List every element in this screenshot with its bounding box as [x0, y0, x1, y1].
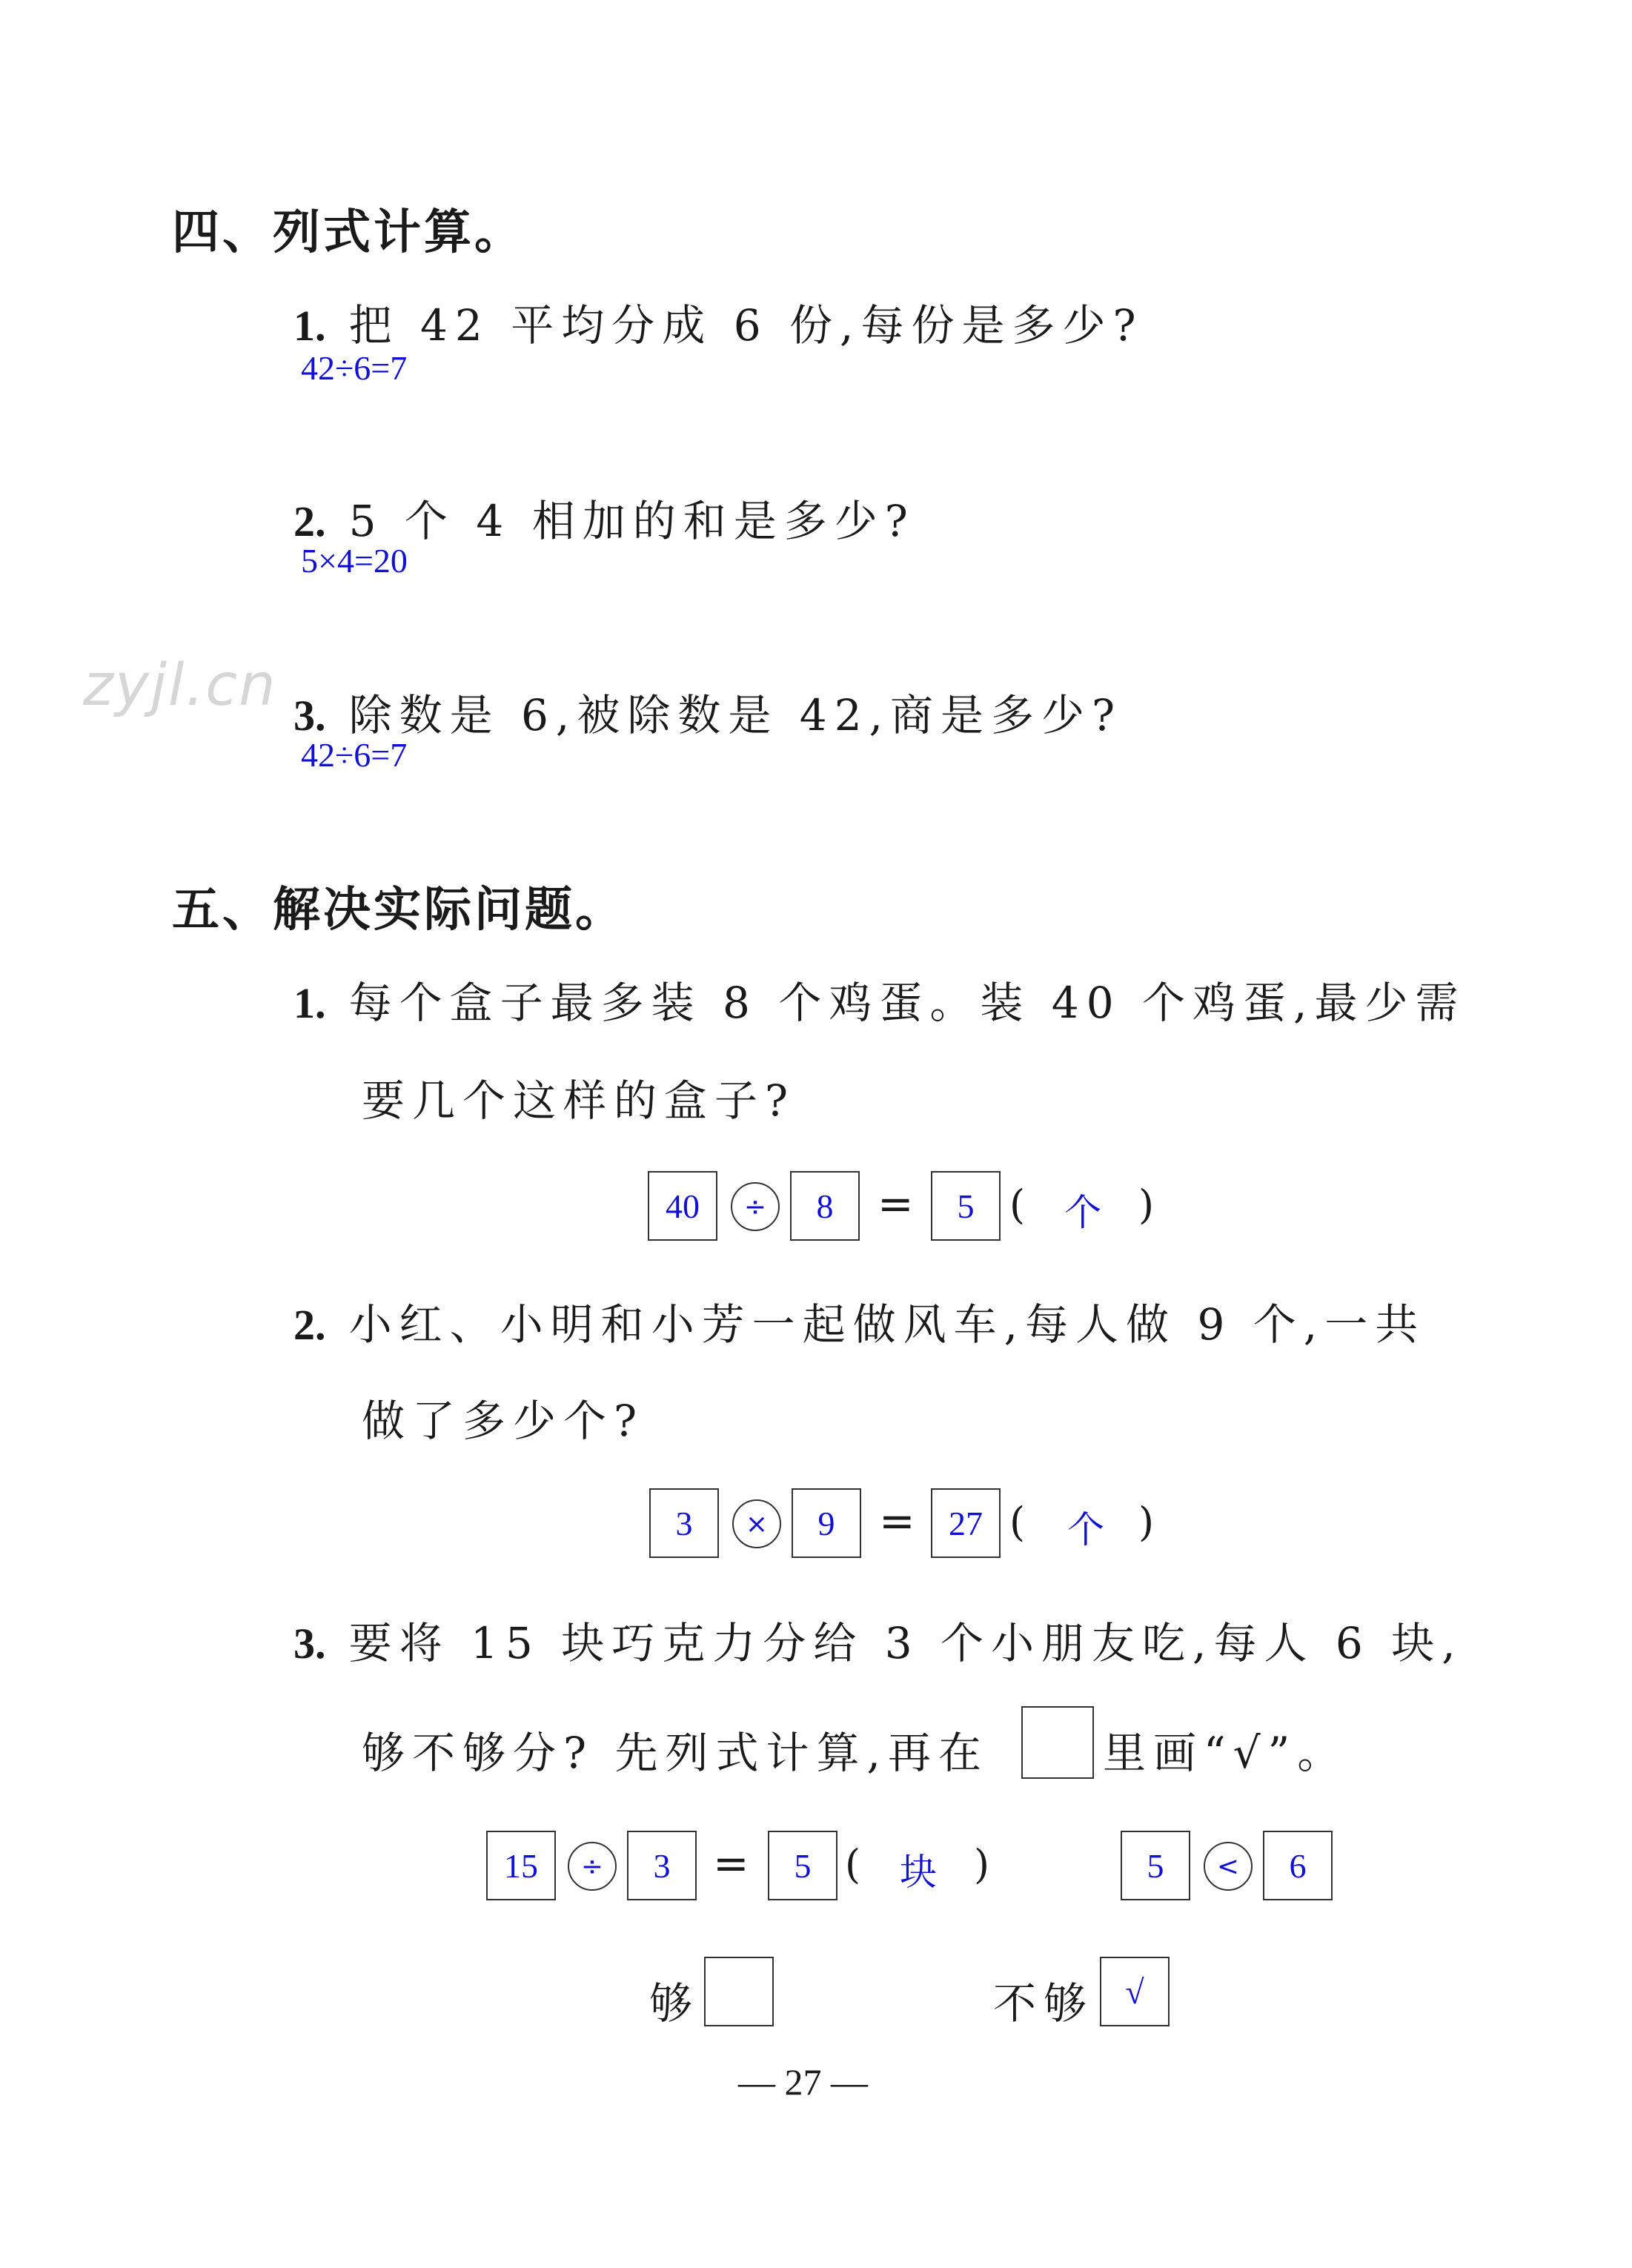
question-number: 2. — [293, 497, 326, 546]
answer-box[interactable]: 40 — [648, 1171, 717, 1241]
question-text: 要将 15 块巧克力分给 3 个小朋友吃,每人 6 块, — [348, 1618, 1463, 1668]
question-number: 2. — [293, 1301, 326, 1349]
open-paren: ( — [1009, 1181, 1026, 1228]
problem-5-2-line1 — [293, 1290, 1425, 1352]
answer-4-1: 42÷6=7 — [301, 349, 408, 387]
answer-box[interactable]: 5 — [1121, 1831, 1190, 1900]
equals-sign: = — [713, 1838, 749, 1889]
question-number: 1. — [293, 302, 326, 350]
operator-circle[interactable]: ÷ — [731, 1182, 780, 1231]
unit-answer: 个 — [1067, 1508, 1104, 1551]
problem-5-2-line2: 做了多少个? — [362, 1396, 645, 1446]
section-title-4: 四、列式计算。 — [172, 205, 525, 260]
answer-box[interactable]: 5 — [768, 1831, 837, 1900]
open-paren: ( — [1009, 1499, 1026, 1545]
question-text: 除数是 6,被除数是 42,商是多少? — [348, 690, 1123, 740]
problem-5-3-line2a: 够不够分? 先列式计算,再在 — [362, 1728, 989, 1778]
compare-circle[interactable]: < — [1204, 1842, 1253, 1891]
unit-answer: 块 — [900, 1851, 937, 1894]
problem-5-3-line2b: 里画“√”。 — [1103, 1728, 1348, 1778]
question-text: 小红、小明和小芳一起做风车,每人做 9 个,一共 — [348, 1299, 1426, 1350]
answer-box[interactable]: 8 — [790, 1171, 860, 1241]
answer-box[interactable]: 27 — [931, 1488, 1001, 1558]
question-number: 3. — [293, 1619, 326, 1668]
section-title-5: 五、解决实际问题。 — [172, 883, 626, 938]
question-text: 把 42 平均分成 6 份,每份是多少? — [348, 300, 1144, 351]
question-4-3 — [293, 680, 1122, 743]
not-enough-label: 不够 — [993, 1978, 1095, 2029]
close-paren: ) — [1138, 1181, 1155, 1228]
answer-box[interactable]: 9 — [792, 1488, 861, 1558]
answer-box[interactable]: 5 — [931, 1171, 1001, 1241]
example-box — [1021, 1706, 1094, 1779]
problem-5-3-line1 — [293, 1608, 1463, 1671]
question-text: 5 个 4 相加的和是多少? — [348, 496, 915, 546]
enough-checkbox[interactable] — [704, 1957, 774, 2026]
operator-circle[interactable]: × — [732, 1499, 781, 1548]
problem-5-1-line1 — [293, 968, 1465, 1030]
answer-4-3: 42÷6=7 — [301, 736, 408, 774]
answer-box[interactable]: 3 — [649, 1488, 719, 1558]
question-4-1 — [293, 291, 1144, 353]
equals-sign: = — [879, 1496, 915, 1546]
unit-answer: 个 — [1064, 1191, 1101, 1234]
question-number: 3. — [293, 692, 326, 740]
close-paren: ) — [974, 1841, 990, 1888]
answer-box[interactable]: 15 — [486, 1831, 556, 1900]
question-number: 1. — [293, 979, 326, 1027]
answer-box[interactable]: 6 — [1263, 1831, 1333, 1900]
watermark: zyjl.cn — [83, 652, 277, 719]
open-paren: ( — [845, 1841, 861, 1888]
answer-4-2: 5×4=20 — [301, 542, 408, 580]
answer-box[interactable]: 3 — [627, 1831, 697, 1900]
question-4-2 — [293, 486, 915, 548]
equals-sign: = — [878, 1178, 914, 1229]
operator-circle[interactable]: ÷ — [568, 1842, 617, 1891]
close-paren: ) — [1138, 1499, 1155, 1545]
question-text: 每个盒子最多装 8 个鸡蛋。装 40 个鸡蛋,最少需 — [348, 978, 1466, 1028]
page-number: — 27 — — [738, 2061, 868, 2103]
problem-5-1-line2: 要几个这样的盒子? — [362, 1075, 796, 1126]
enough-label: 够 — [649, 1978, 700, 2029]
not-enough-checkbox[interactable]: √ — [1100, 1957, 1170, 2026]
